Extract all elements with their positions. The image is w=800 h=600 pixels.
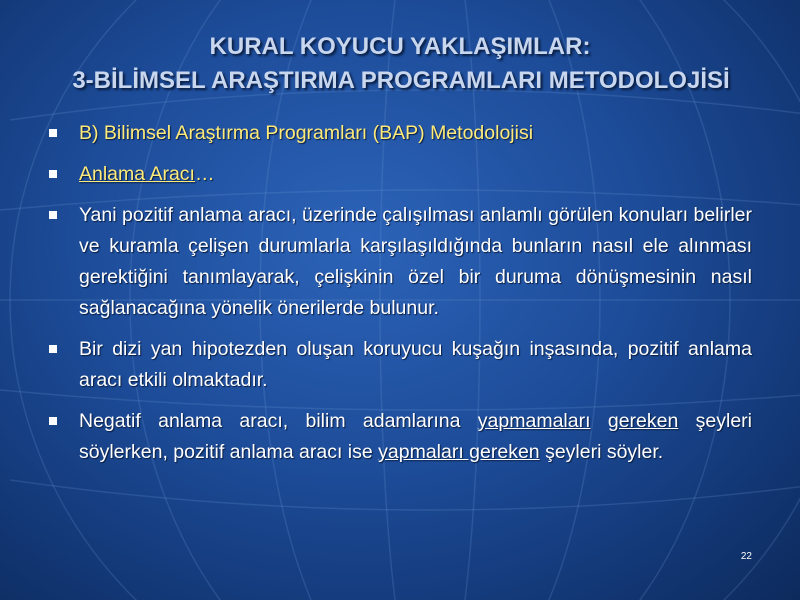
bullet-square-icon [49, 170, 57, 178]
bullet-item-pozitif-anlama [46, 200, 752, 324]
bullet-square-icon [49, 345, 57, 353]
bullet-square-icon [49, 417, 57, 425]
page-number: 22 [740, 551, 752, 562]
bullet-item-koruyucu-kusak [46, 334, 752, 396]
underlined-gereken: gereken [607, 410, 679, 432]
bullet-text-koruyucu-kusak: Bir dizi yan hipotezden oluşan koruyucu kuşağın inşasında, pozitif anlama aracı etkili olmaktadır. [79, 338, 752, 391]
bullet-square-icon [49, 129, 57, 137]
bullet-text-part2: şeyleri söylerken, pozitif anlama aracı ise [79, 410, 752, 463]
slide-title [0, 30, 800, 98]
bullet-text-space [591, 410, 608, 432]
anlama-araci-ellipsis: … [194, 163, 215, 185]
bullet-item-anlama-araci [46, 159, 752, 190]
bullet-text-part1: Negatif anlama aracı, bilim adamlarına [79, 410, 478, 432]
bullet-item-bap [46, 118, 752, 149]
bullet-text-bap: B) Bilimsel Araştırma Programları (BAP) Metodolojisi [79, 122, 534, 144]
underlined-yapmalari-gereken: yapmaları gereken [378, 441, 540, 463]
anlama-araci-link[interactable]: Anlama Aracı [79, 163, 195, 185]
slide-title-line1: KURAL KOYUCU YAKLAŞIMLAR: [209, 33, 591, 60]
bullet-item-negatif-anlama [46, 406, 752, 468]
bullet-text-part3: şeyleri söyler. [539, 441, 664, 463]
bullet-text-pozitif-anlama: Yani pozitif anlama aracı, üzerinde çalışılması anlamlı görülen konuları belirler ve kuramla çelişen durumlarla karşılaşıldığında bunların nasıl ele alınması gerektiğini tanımlayarak, çelişkinin özel bir duruma dönüşmesinin nasıl sağlanacağına yönelik önerilerde bulunur. [79, 204, 752, 319]
slide-title-line2: 3-BİLİMSEL ARAŞTIRMA PROGRAMLARI METODOLOJİSİ [72, 67, 730, 94]
underlined-yapmamalari: yapmamaları [477, 410, 591, 432]
bullet-list [46, 118, 752, 478]
bullet-square-icon [49, 211, 57, 219]
